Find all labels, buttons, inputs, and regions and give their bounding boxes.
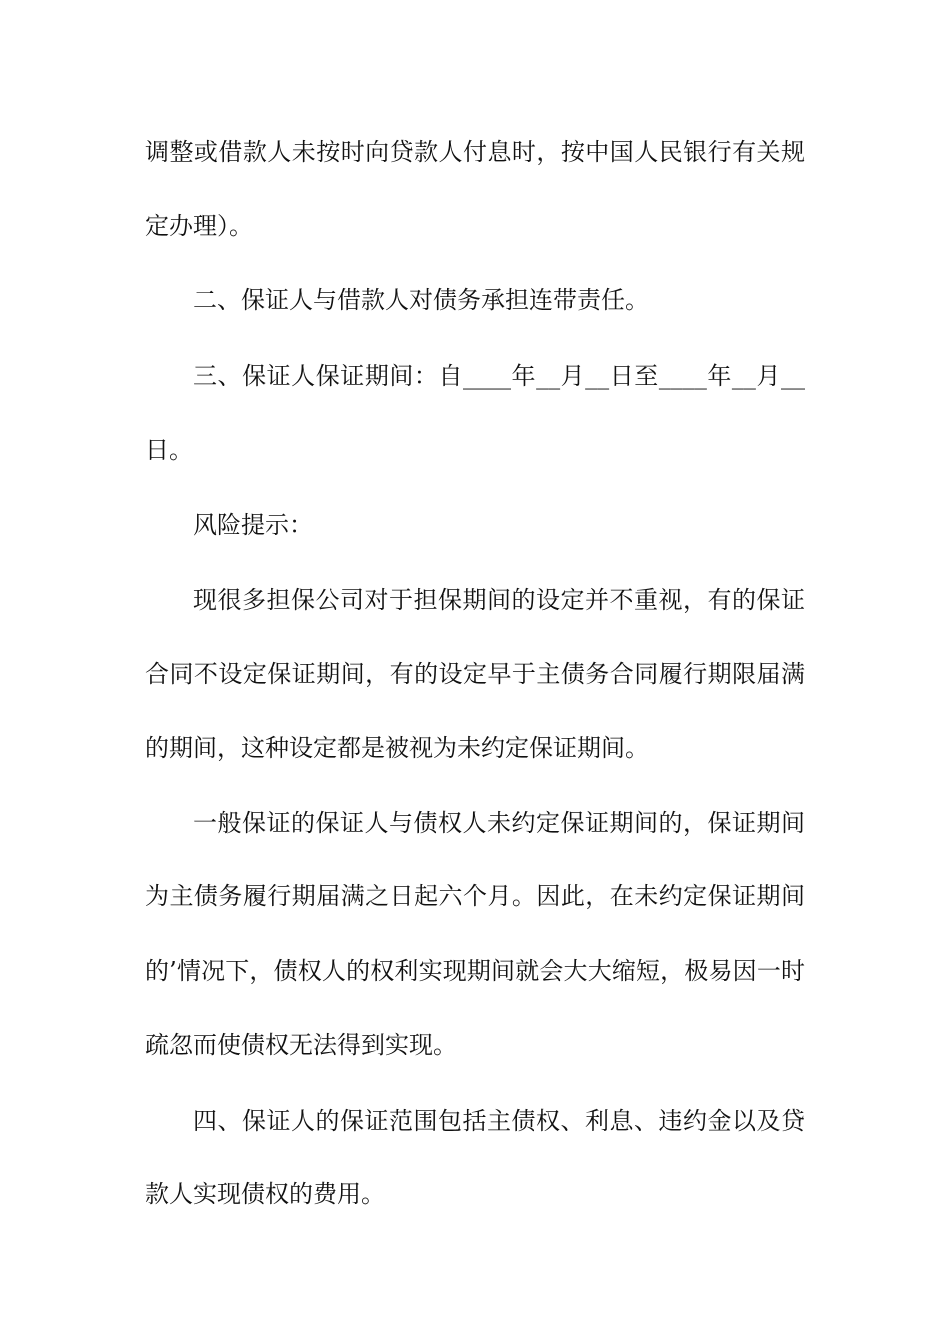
text-line-content: 的期间，这种设定都是被视为未约定保证期间。	[145, 734, 649, 762]
paragraph-clause-4	[193, 1101, 950, 1141]
text-line-content: 调整或借款人未按时向贷款人付息时，按中国人民银行有关规	[145, 138, 805, 166]
text-line	[145, 132, 950, 172]
text-line-content: 为主债务履行期届满之日起六个月。因此，在未约定保证期间	[145, 882, 805, 910]
text-line-content: 疏忽而使债权无法得到实现。	[145, 1031, 457, 1059]
text-line-content: 风险提示：	[193, 511, 313, 539]
text-line-content: 一般保证的保证人与债权人未约定保证期间的，保证期间	[193, 809, 805, 837]
text-line	[145, 654, 950, 694]
text-line-content: 三、保证人保证期间：自____年__月__日至____年__月__	[193, 362, 805, 390]
text-line	[145, 1174, 950, 1214]
text-line	[145, 728, 950, 768]
paragraph-clause-3	[193, 356, 950, 396]
text-line	[145, 951, 950, 991]
text-line-content: 定办理）。	[145, 212, 253, 240]
risk-heading	[193, 505, 950, 545]
paragraph-risk-2	[193, 803, 950, 843]
text-line	[145, 206, 950, 246]
text-line-content: 款人实现债权的费用。	[145, 1180, 385, 1208]
text-line	[145, 430, 950, 470]
text-line-content: 现很多担保公司对于担保期间的设定并不重视，有的保证	[193, 586, 805, 614]
text-line-content: 四、保证人的保证范围包括主债权、利息、违约金以及贷	[193, 1107, 805, 1135]
text-line-content: 合同不设定保证期间，有的设定早于主债务合同履行期限届满	[145, 660, 805, 688]
text-line-content: 的’情况下，债权人的权利实现期间就会大大缩短，极易因一时	[145, 957, 805, 985]
paragraph-clause-2	[193, 280, 950, 320]
text-line	[145, 1025, 950, 1065]
text-line-content: 日。	[145, 436, 193, 464]
text-line	[145, 876, 950, 916]
paragraph-risk-1	[193, 580, 950, 620]
text-line-content: 二、保证人与借款人对债务承担连带责任。	[193, 286, 649, 314]
